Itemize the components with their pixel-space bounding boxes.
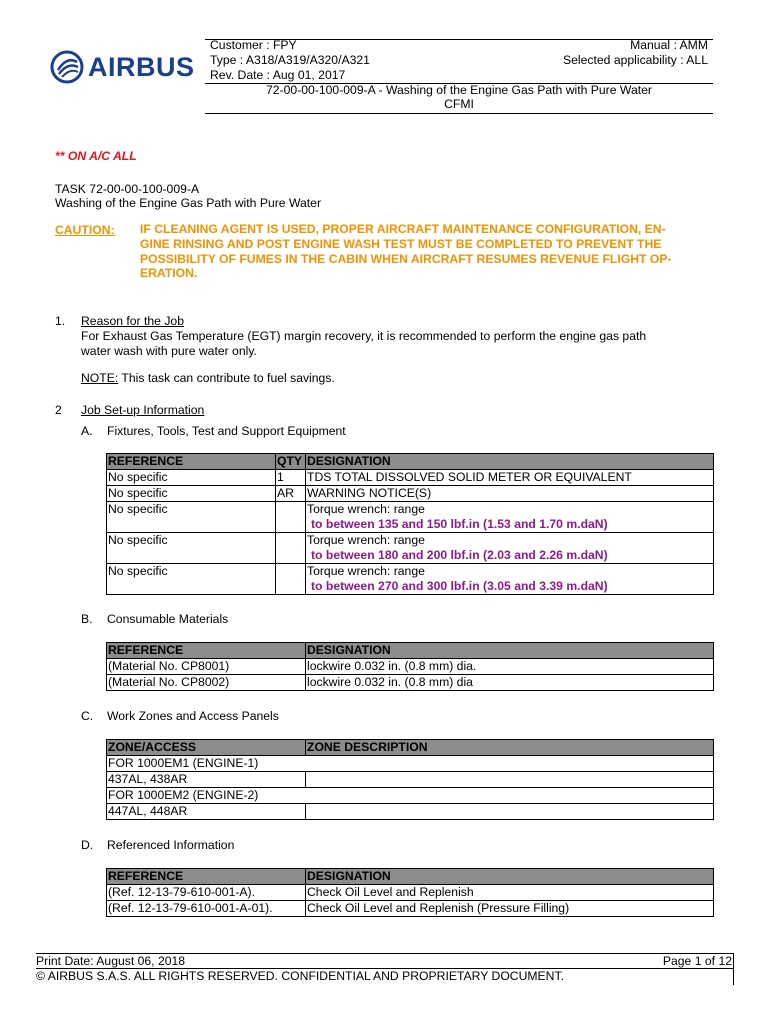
print-date: Print Date: August 06, 2018 — [36, 954, 186, 968]
table-row — [107, 885, 714, 901]
caution-line: ERATION. — [140, 266, 198, 281]
note — [81, 371, 335, 385]
tools-table — [106, 453, 714, 595]
subsection-b-title: Consumable Materials — [107, 612, 229, 626]
caution-line: GINE RINSING AND POST ENGINE WASH TEST MUST BE COMPLETED TO PREVENT THE — [140, 236, 662, 251]
customer: Customer : FPY — [210, 38, 297, 52]
designation-cell: lockwire 0.032 in. (0.8 mm) dia — [306, 675, 714, 691]
subsection-d-letter: D. — [81, 838, 94, 852]
footer-row — [36, 954, 734, 968]
section1-title: Reason for the Job — [81, 314, 184, 328]
reference-cell: No specific — [107, 564, 276, 595]
torque-range: to between 180 and 200 lbf.in (2.03 and 2.26 m.daN) — [311, 548, 608, 562]
designation-cell: Check Oil Level and Replenish — [306, 885, 714, 901]
table-row — [107, 675, 714, 691]
subsection-a-letter: A. — [81, 424, 93, 438]
qty-cell: AR — [276, 486, 306, 502]
qty-cell: 1 — [276, 470, 306, 486]
aircraft-type: Type : A318/A319/A320/A321 — [210, 53, 370, 67]
column-header: REFERENCE — [107, 643, 306, 659]
designation-text: Torque wrench: range — [307, 564, 425, 578]
reference-cell: (Ref. 12-13-79-610-001-A). — [107, 885, 306, 901]
zone-description-cell — [306, 772, 714, 788]
table-row — [107, 470, 714, 486]
applicability: Selected applicability : ALL — [563, 53, 708, 67]
zones-table — [106, 739, 714, 820]
section2-title: Job Set-up Information — [81, 403, 205, 417]
column-header: REFERENCE — [107, 454, 276, 470]
table-header-row — [107, 869, 714, 885]
designation-cell: WARNING NOTICE(S) — [306, 486, 714, 502]
table-row — [107, 659, 714, 675]
zone-group-cell: FOR 1000EM1 (ENGINE-1) — [107, 756, 714, 772]
reference-cell: No specific — [107, 486, 276, 502]
note-text: This task can contribute to fuel savings. — [118, 371, 335, 385]
subsection-d-title: Referenced Information — [107, 838, 235, 852]
section2-number: 2 — [55, 403, 62, 417]
table-row — [107, 804, 714, 820]
designation-cell: lockwire 0.032 in. (0.8 mm) dia. — [306, 659, 714, 675]
reference-cell: (Material No. CP8002) — [107, 675, 306, 691]
designation-text: Torque wrench: range — [307, 502, 425, 516]
qty-cell — [276, 502, 306, 533]
table-row — [107, 901, 714, 917]
designation-cell — [306, 502, 714, 533]
reference-cell: (Material No. CP8001) — [107, 659, 306, 675]
consumables-table — [106, 642, 714, 691]
designation-cell: Check Oil Level and Replenish (Pressure Filling) — [306, 901, 714, 917]
manual: Manual : AMM — [630, 38, 708, 52]
table-row — [107, 756, 714, 772]
column-header: ZONE/ACCESS — [107, 740, 306, 756]
page-number: Page 1 of 12 — [662, 954, 732, 968]
column-header: DESIGNATION — [306, 454, 714, 470]
reference-cell: No specific — [107, 470, 276, 486]
table-row — [107, 564, 714, 595]
subsection-c-title: Work Zones and Access Panels — [107, 709, 279, 723]
designation-cell: TDS TOTAL DISSOLVED SOLID METER OR EQUIVALENT — [306, 470, 714, 486]
subsection-b-letter: B. — [81, 612, 93, 626]
rev-date: Rev. Date : Aug 01, 2017 — [210, 68, 346, 82]
note-label: NOTE: — [81, 371, 119, 385]
logo-text: AIRBUS — [88, 52, 195, 82]
section1-line2: water wash with pure water only. — [81, 344, 257, 358]
designation-cell — [306, 564, 714, 595]
zone-description-cell — [306, 804, 714, 820]
column-header: DESIGNATION — [306, 869, 714, 885]
reference-cell: No specific — [107, 502, 276, 533]
torque-range: to between 270 and 300 lbf.in (3.05 and 3.39 m.daN) — [311, 579, 608, 593]
table-header-row — [107, 740, 714, 756]
caution-text — [140, 222, 720, 281]
copyright: © AIRBUS S.A.S. ALL RIGHTS RESERVED. CONFIDENTIAL AND PROPRIETARY DOCUMENT. — [36, 969, 564, 983]
airbus-logo — [50, 50, 200, 86]
qty-cell — [276, 564, 306, 595]
task-subtitle-header: CFMI — [444, 97, 474, 111]
footer-right-rule — [733, 953, 734, 985]
caution-line: POSSIBILITY OF FUMES IN THE CABIN WHEN AIRCRAFT RESUMES REVENUE FLIGHT OP- — [140, 251, 672, 266]
caution-line: IF CLEANING AGENT IS USED, PROPER AIRCRAFT MAINTENANCE CONFIGURATION, EN- — [140, 222, 666, 236]
section1-line1: For Exhaust Gas Temperature (EGT) margin recovery, it is recommended to perform the engine gas path — [81, 329, 647, 343]
reference-cell: (Ref. 12-13-79-610-001-A-01). — [107, 901, 306, 917]
table-header-row — [107, 454, 714, 470]
subsection-a-title: Fixtures, Tools, Test and Support Equipment — [107, 424, 346, 438]
subsection-c-letter: C. — [81, 709, 94, 723]
designation-text: Torque wrench: range — [307, 533, 425, 547]
task-number: TASK 72-00-00-100-009-A — [55, 182, 200, 196]
column-header: QTY — [276, 454, 306, 470]
task-title-header: 72-00-00-100-009-A - Washing of the Engine Gas Path with Pure Water — [266, 83, 652, 97]
table-header-row — [107, 643, 714, 659]
column-header: DESIGNATION — [306, 643, 714, 659]
torque-range: to between 135 and 150 lbf.in (1.53 and 1.70 m.daN) — [311, 517, 608, 531]
table-row — [107, 533, 714, 564]
column-header: REFERENCE — [107, 869, 306, 885]
on-ac-all: ** ON A/C ALL — [55, 149, 137, 163]
table-row — [107, 788, 714, 804]
qty-cell — [276, 533, 306, 564]
caution-label: CAUTION: — [55, 223, 115, 237]
table-row — [107, 502, 714, 533]
references-table — [106, 868, 714, 917]
reference-cell: No specific — [107, 533, 276, 564]
table-row — [107, 486, 714, 502]
column-header: ZONE DESCRIPTION — [306, 740, 714, 756]
section1-number: 1. — [55, 314, 66, 328]
table-row — [107, 772, 714, 788]
zone-group-cell: FOR 1000EM2 (ENGINE-2) — [107, 788, 714, 804]
task-title: Washing of the Engine Gas Path with Pure Water — [55, 196, 321, 210]
zone-cell: 437AL, 438AR — [107, 772, 306, 788]
designation-cell — [306, 533, 714, 564]
zone-cell: 447AL, 448AR — [107, 804, 306, 820]
airbus-emblem-icon — [50, 50, 84, 84]
header-bottom-rule — [205, 113, 713, 114]
